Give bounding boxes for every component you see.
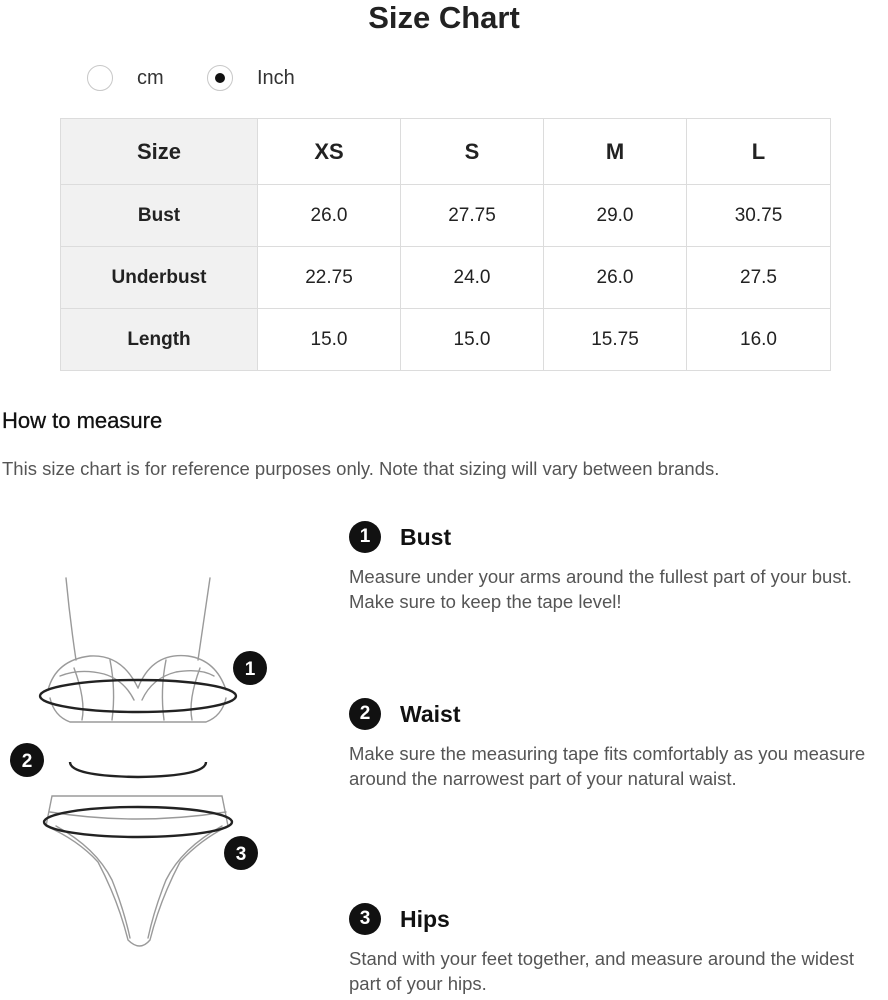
step-bust	[349, 520, 888, 614]
svg-text:1: 1	[244, 659, 256, 680]
row-label: Length	[61, 309, 258, 371]
step-title: Waist	[400, 700, 461, 727]
table-cell: 29.0	[544, 185, 687, 247]
table-cell: 15.0	[258, 309, 401, 371]
waist-tape-line	[70, 762, 206, 777]
marker-2	[10, 743, 44, 777]
table-cell: 26.0	[544, 247, 687, 309]
table-row	[61, 185, 831, 247]
header-cell: Size	[61, 119, 258, 185]
table-row	[61, 309, 831, 371]
table-cell: 16.0	[687, 309, 831, 371]
marker-1	[233, 651, 267, 685]
table-row	[61, 247, 831, 309]
header-cell: S	[401, 119, 544, 185]
header-cell: L	[687, 119, 831, 185]
left-strap	[66, 578, 76, 660]
table-cell: 22.75	[258, 247, 401, 309]
table-cell: 24.0	[401, 247, 544, 309]
svg-text:3: 3	[235, 844, 247, 865]
table-header-row	[61, 119, 831, 185]
unit-option-cm[interactable]	[87, 62, 164, 94]
bikini-measure-illustration	[0, 570, 300, 1000]
step-waist	[349, 697, 888, 791]
table-cell: 30.75	[687, 185, 831, 247]
how-to-measure-heading: How to measure	[2, 408, 163, 433]
step-title: Hips	[400, 905, 450, 932]
inch-radio[interactable]	[207, 65, 233, 91]
right-strap	[198, 578, 210, 660]
step-description: Make sure the measuring tape fits comfortably as you measure around the narrowest part of your natural waist.	[349, 743, 866, 789]
cm-label: cm	[137, 66, 164, 89]
step-number-badge: 1	[349, 521, 381, 553]
cm-radio[interactable]	[87, 65, 113, 91]
hips-tape-line	[44, 807, 232, 837]
step-hips	[349, 902, 888, 996]
size-table	[60, 118, 831, 371]
table-cell: 27.5	[687, 247, 831, 309]
table-cell: 15.0	[401, 309, 544, 371]
step-description: Measure under your arms around the fullest part of your bust. Make sure to keep the tape level!	[349, 566, 852, 612]
reference-note: This size chart is for reference purposes only. Note that sizing will vary between brands.	[2, 458, 720, 479]
step-description: Stand with your feet together, and measure around the widest part of your hips.	[349, 948, 854, 994]
header-cell: XS	[258, 119, 401, 185]
inch-label: Inch	[257, 66, 295, 89]
bust-tape-line	[40, 680, 236, 712]
svg-text:2: 2	[21, 751, 33, 772]
header-cell: M	[544, 119, 687, 185]
step-number-badge: 3	[349, 903, 381, 935]
marker-3	[224, 836, 258, 870]
page-title: Size Chart	[368, 0, 520, 35]
table-cell: 27.75	[401, 185, 544, 247]
row-label: Underbust	[61, 247, 258, 309]
step-number-badge: 2	[349, 698, 381, 730]
table-cell: 15.75	[544, 309, 687, 371]
bra-band	[50, 698, 226, 722]
unit-option-inch[interactable]	[207, 62, 295, 94]
row-label: Bust	[61, 185, 258, 247]
table-cell: 26.0	[258, 185, 401, 247]
step-title: Bust	[400, 523, 452, 550]
